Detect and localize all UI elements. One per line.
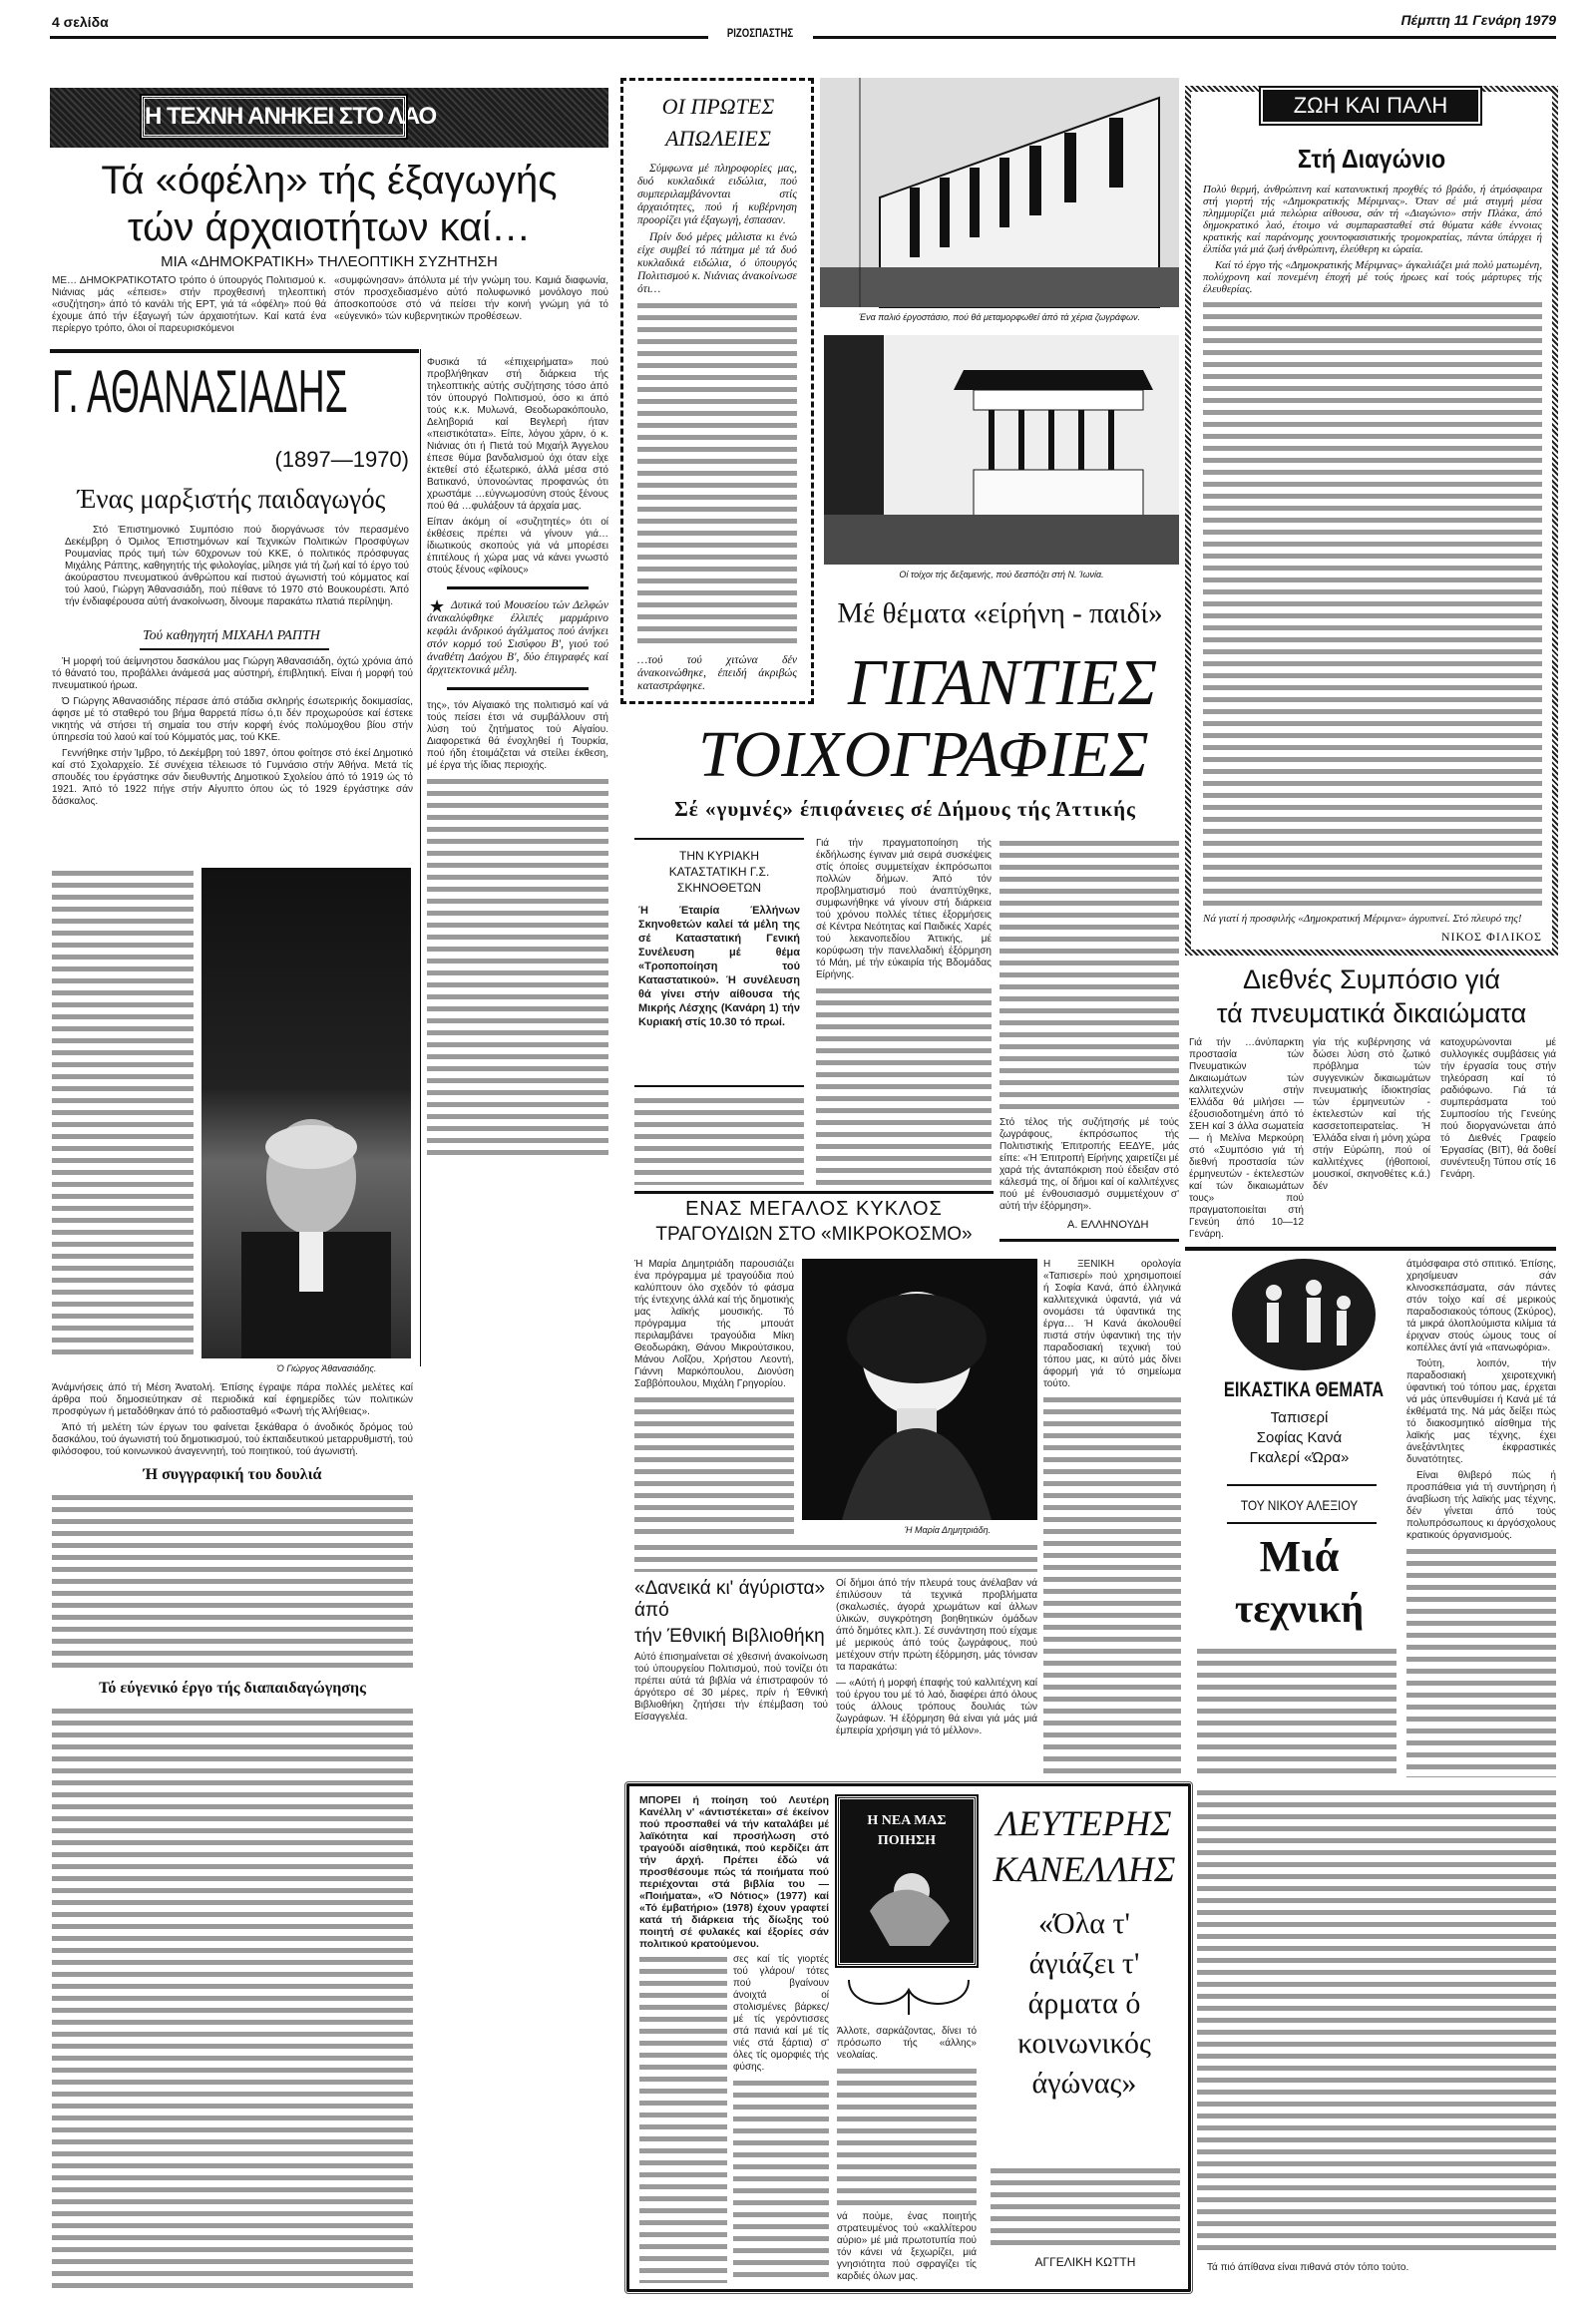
headline: ΤΟΙΧΟΓΡΑΦΙΕΣ (698, 718, 1149, 791)
poetry-stamp (837, 1796, 977, 1966)
text-column: Η ΞΕΝΙΚΗ ορολογία «Ταπισερί» πού χρησιμοποιεί ή Σοφία Κανά, άπό έλληνικά καλλιτεχνικά ύφαντά, γιά νά ονομάσει τά ύφαντικά της έργα… Ή Κανά άκολουθεί πιστά στήν ύφαντική της τήν παραδοσιακή τεχνική τού τόπου μας, κι αύτό μάς δίνει άφορμή γιά τό σημείωμα τούτο. (1043, 1259, 1181, 1389)
header-rule (813, 36, 1556, 39)
text-block (733, 2078, 829, 2283)
headline: τών άρχαιοτήτων καί… (127, 205, 532, 249)
paragraph: …τού τού χιτώνα δέν άνακοινώθηκε, έπειδή άκριβώς καταστράφηκε. (637, 654, 797, 692)
headline: ΓΙΓΑΝΤΙΕΣ (848, 646, 1158, 719)
section-banner (50, 88, 608, 148)
poetry-subcolumn (733, 1954, 829, 2283)
masthead: ΡΙΖΟΣΠΑΣΤΗΣ (726, 26, 794, 40)
divider (1227, 1522, 1377, 1524)
text-column: νά πούμε, ένας ποιητής στρατευμένος τού «καλλίτερου αύριο» μέ μιά πρωτοτυπία πού τόν κάνει νά ξεχωρίζει, μιά γνησιότητα πού σφραγίζει τίς καρδιές όλων μας. (837, 2211, 977, 2282)
years: (1897—1970) (274, 447, 409, 472)
poet-name: ΚΑΝΕΛΛΗΣ (993, 1849, 1176, 1889)
headline: τήν Έθνική Βιβλιοθήκη (634, 1626, 825, 1647)
text-block (52, 868, 194, 1361)
cherub-icon (840, 1851, 974, 1951)
paragraph: Πολύ θερμή, άνθρώπινη καί κατανυκτική προχθές τό βράδυ, ή άτμόσφαιρα στή γιορτή τής «Δημοκρατικής Μέριμνας». Όταν σέ μιά στιγμή μέσα πλημμυρίζει μιά πελώρια αίθουσα, σάν τή «Διαγώνιο» στήν Πλάκα, άπό δημοκρατικό λαό, έτοιμο νά συμπαρασταθεί στά θύματα κάθε έννοιας κρατικής καί παράνομης χουντοφασιστικής τρομοκρατίας, πάντα ύπάρχει ή έλπίδα γιά μιά ζωή άνθρώπινη, έλεύθερη κι ώραία. (1203, 184, 1542, 255)
photo-caption: Ένα παλιό έργοστάσιο, πού θά μεταμορφωθεί άπό τά χέρια ζωγράφων. (859, 312, 1140, 322)
banner-label: Η ΤΕΧΝΗ ΑΝΗΚΕΙ ΣΤΟ ΛΑΟ (142, 96, 406, 138)
news-brief-wrap (427, 596, 608, 677)
text-block (634, 1095, 804, 1185)
signature: ΝΙΚΟΣ ΦΙΛΙΚΟΣ (1440, 930, 1542, 944)
poetry-box (626, 1783, 1191, 2292)
text-column: Άλλοτε, σαρκάζοντας, δίνει τό πρόσωπο τής «άλλης» νεολαίας. (837, 2026, 977, 2061)
portrait-photo (201, 868, 411, 1358)
text-block (634, 1394, 794, 1536)
kicker: Μέ θέματα «είρήνη - παιδί» (837, 597, 1163, 629)
text-column: — «Αύτή ή μορφή έπαφής τού καλλιτέχνη καί τού έργου του μέ τό λαό, διαφέρει άπό όλους τούς άλλους τρόπους δουλιάς τών ζωγράφων. Ή έξόρμηση θά είναι γιά μάς μιά έμπειρία χρήσιμη γιά τό μέλλον». (836, 1678, 1037, 1736)
headline: Διεθνές Συμπόσιο γιά (1242, 964, 1501, 994)
divider (50, 349, 419, 353)
closing-line: Τά πιό άπίθανα είναι πιθανά στόν τόπο τούτο. (1207, 2262, 1409, 2273)
headline: ΕΝΑΣ ΜΕΓΑΛΟΣ ΚΥΚΛΟΣ (685, 1198, 943, 1220)
article-column (836, 1578, 1037, 1777)
paragraph: Καί τό έργο τής «Δημοκρατικής Μέριμνας» άγκαλιάζει μιά πολύ ματωμένη, πολύχρονη καί πονεμένη έποχή μέ τούς ήρωες καί τούς μάρτυρες τής έλευθερίας. (1203, 259, 1542, 295)
intro: ΜΠΟΡΕΙ ή ποίηση τού Λευτέρη Κανέλλη ν' «άντιστέκεται» σέ έκείνον πού προσπαθεί νά τήν καταλάβει μέ λαϊκότητα καί προσήλωση στό τραγούδι αίσθητικά, πού κερδίζει άπ τήν άρχή. Πρέπει έδώ νά προσθέσουμε πώς τά ποιήματα πού περιέχονται στά βιβλία του — «Ποιήματα», «Ό Νότιος» (1977) καί «Τό έμβατήριο» (1978) έχουν γραφτεί κατά τή διάρκεια τής δίωξης τού ποιητή σέ φυλακές καί έξορίες σάν πολιτικού κρατούμενου. (639, 1794, 829, 1950)
meeting-box (634, 838, 804, 1087)
reservoir-photo (824, 335, 1179, 565)
headline: Τά «όφέλη» τής έξαγωγής (101, 159, 558, 202)
factory-photo (820, 78, 1179, 307)
text-column: Γιά τήν …άνύπαρκτη προστασία τών Πνευματικών Δικαιωμάτων τών καλλιτεχνών στήν Έλλάδα θά μιλήσει —έξουσιοδοτημένη άπό τό ΣΕΗ καί 3 άλλα σωματεία— ή Μελίνα Μερκούρη στό «Συμπόσιο γιά τή διεθνή προστασία τών έρμηνευτών - έκτελεστών καί τών δικαιωμάτων τους» πού πραγματοποιείται στή Γενεύη άπό 10—12 Γενάρη. (1189, 1037, 1304, 1240)
paragraph: Άπό τή μελέτη τών έργων του φαίνεται ξεκάθαρα ό άνοδικός δρόμος τού δασκάλου, τού άγωνιστή τού δημοτικισμού, τού έκπαιδευτικού μεταρρυθμιστή, τού φιλόσοφου, τού κοινωνικού άναγεννητή, τού ποιητικού, τού άγωνιστή. (52, 1422, 413, 1457)
headline: τά πνευματικά δικαιώματα (1216, 998, 1527, 1028)
section-subhead: Τό εύγενικό έργο τής διαπαιδαγώγησης (99, 1680, 366, 1697)
star-icon: ★ (429, 596, 446, 616)
paragraph: Σύμφωνα μέ πληροφορίες μας, δυό κυκλαδικά ειδώλια, πού συμπεριλαμβάνονται στίς άρχαιότητες, πού ή κυβέρνηση προορίζει γιά έξαγωγή, έσπασαν. (637, 163, 797, 226)
paragraph: Γεννήθηκε στήν Ίμβρο, τό Δεκέμβρη τού 1897, όπου φοίτησε στό έκεί Δημοτικό καί στό Σχολαρχείο. Σέ συνέχεια τέλειωσε τό Γυμνάσιο στήν Άθήνα. Μετά τίς σπουδές του έργάστηκε σάν διευθυντής Δημοτικού Σχολείου άπό τό 1919 ώς τό 1921. Άπό τό 1922 πήγε στήν Αίγυπτο όπου ώς τό 1929 έργάστηκε σάν δάσκαλος. (52, 748, 413, 807)
poem-title: «Όλα τ' άγιάζει τ' άρματα ό κοινωνικός άγώνας» (1017, 1907, 1151, 2100)
section-logo (1219, 1253, 1389, 1402)
sidebar-column (427, 357, 608, 1157)
article-column (52, 1382, 413, 2292)
signature: ΑΓΓΕΛΙΚΗ ΚΩΤΤΗ (1034, 2255, 1136, 2269)
exhibit-line: Σοφίας Κανά (1256, 1429, 1343, 1446)
paragraph: Ή Έταιρία Έλλήνων Σκηνοθετών καλεί τά μέλη της σέ Καταστατική Γενική Συνέλευση μέ θέμα «Τροποποίηση τού Καταστατικού». Ή συνέλευση θά γίνει στήν αίθουσα τής Μικρής Λέσχης (Κανάρη 1) τήν Κυριακή στίς 10.30 τό πρωί. (638, 905, 800, 1028)
text-block (816, 985, 992, 1185)
photo-caption: Οί τοίχοι τής δεξαμενής, πού δεσπόζει στή Ν. Ίωνία. (899, 570, 1104, 579)
signature: Α. ΕΛΛΗΝΟΥΔΗ (1067, 1219, 1149, 1231)
article-title: Μιά (1259, 1532, 1340, 1581)
poet-name: ΛΕΥΤΕΡΗΣ (997, 1803, 1172, 1843)
singer-photo (802, 1259, 1037, 1520)
text-column: Στό τέλος τής συζήτησής μέ τούς ζωγράφους, έκπρόσωπος τής Πολιτιστικής Έπιτροπής ΕΕΔΥΕ, μάς είπε: «Ή Έπιτροπή Είρήνης χαιρετίζει μέ χαρά τής άνταπόκριση πού έδειξαν στό κάλεσμά της, οί δήμοι καί οί καλλιτέχνες πού μέ ένθουσιασμό συμμετέχουν σ' αύτή τήν έξόρμηση». (999, 1117, 1179, 1212)
page-number: 4 σελίδα (52, 14, 109, 30)
text-block (837, 2066, 977, 2207)
article-title: τεχνική (1234, 1586, 1365, 1631)
text-column: Φυσικά τά «έπιχειρήματα» πού προβλήθηκαν στή διάρκεια τής τηλεοπτικής αύτής συζήτησης τόσο άπό τόν ύπουργό Πολιτισμού, όσο κι άπό τούς κ.κ. Μυλωνά, Θεοδωρακόπουλο, Δεληβοριά καί Βεγλερή ήταν «πειστικότατα». Είπε, λόγου χάριν, ό κ. Νιάνιας ότι ή Πιετά τού Μιχαήλ Άγγελου έπεσε θύμα βανδαλισμού όχι όταν είχε έκτεθεί στό έξωτερικό, άλλά μέσα στό Βατικανό, ύπονοώντας προφανώς ότι χρωστάμε …εύγνωμοσύνη στούς ξένους πού θά …φυλάξουν τά άρχαία μας. (427, 357, 608, 512)
text-block (639, 1954, 727, 2283)
article-column (1406, 1259, 1556, 1777)
article-column (816, 838, 992, 1185)
text-block (999, 838, 1179, 1113)
box-title: ΟΙ ΠΡΩΤΕΣ ΑΠΩΛΕΙΕΣ (661, 94, 775, 151)
paragraph: Άνάμνήσεις άπό τή Μέση Άνατολή. Έπίσης έγραψε πάρα πολλές μελέτες καί άρθρα πού δημοσιεύτηκαν σέ περιοδικά καί έφημερίδες τών πολιτικών προσφύγων ή μεταδόθηκαν άπό τό ραδιοσταθμό «Φωνή τής Άλήθειας». (52, 1382, 413, 1417)
headline: «Δανεικά κι' άγύριστα» άπό (634, 1578, 826, 1621)
exhibit-line: Ταπισερί (1270, 1409, 1329, 1426)
byline: Τού καθηγητή ΜΙΧΑΗΛ ΡΑΠΤΗ (143, 628, 320, 643)
closing-line: Νά γιατί ή προσφιλής «Δημοκρατική Μέριμνα» άγρυπνεί. Στό πλευρό της! (1203, 913, 1522, 925)
singer-image (802, 1259, 1037, 1520)
ornament-icon (839, 1970, 979, 2020)
article-column (1043, 1259, 1181, 1775)
text-column: Γιά τήν πραγματοποίηση τής έκδήλωσης έγιναν μιά σειρά συσκέψεις στίς όποίες συμμετείχαν έκπρόσωποι πολλών δήμων. Άπό τόν προβληματισμό πού άναπτύχθηκε, συμφωνήθηκε νά γίνουν στή διάρκεια τού χρόνου πολλές τέτιες έξορμήσεις σέ Κέντρα Νεότητας καί Παιδικές Χαρές τού λεκανοπεδίου Άττικής, μέ κορύφωση τήν πανελλαδική έξόρμηση τό Μάη, μέ τήν εύκαιρία τής Βδομάδας Είρήνης. (816, 838, 992, 980)
text-column: «συμφώνησαν» άπόλυτα μέ τήν γνώμη του. Καμιά διαφωνία, στόν προσχεδιασμένο αύτό πολυφωνικό μονόλογο πού άποσκοπούσε στό νά πείσει τήν κοινή γνώμη γιά τό «εύγενικό» τών κυβερνητικών προθέσεων. (334, 275, 608, 322)
article-title: Γ. ΑΘΑΝΑΣΙΑΔΗΣ (52, 358, 348, 425)
text-block (991, 2165, 1180, 2245)
box-column (637, 163, 797, 693)
text-block (1197, 1787, 1556, 2256)
section-banner: ΖΩΗ ΚΑΙ ΠΑΛΗ (1261, 88, 1480, 124)
paragraph: Πρίν δυό μέρες μάλιστα κι ένώ είχε συμβεί τό πάτημα μέ τά δυό κυκλαδικά ειδώλια, ό ύπουργός Πολιτισμού κ. Νιάνιας άνακοίνωσε ότι… (637, 231, 798, 295)
text-column: ΜΕ… ΔΗΜΟΚΡΑΤΙΚΟΤΑΤΟ τρόπο ό ύπουργός Πολιτισμού κ. Νιάνιας μάς «έπεισε» στήν προχθεσινή τηλεοπτική «συζήτηση» άπό τό κανάλι τής ΕΡΤ, γιά τά «όφέλη» πού θά έχουμε άπό τήν έξαγωγή τών άρχαιοτήτων. Καί κατά ένα περίεργο τρόπο, όλοι οί παρευρισκόμενοι (52, 275, 326, 334)
portrait-image (201, 868, 411, 1358)
divider (999, 1239, 1179, 1242)
library-article (634, 1578, 828, 1777)
logo-text: ΕΙΚΑΣΤΙΚΑ ΘΕΜΑΤΑ (1223, 1378, 1385, 1401)
poetry-column (639, 1794, 829, 2283)
text-block (1043, 1394, 1181, 1775)
photo-caption: Ή Μαρία Δημητριάδη. (904, 1525, 992, 1535)
divider (1227, 1484, 1377, 1486)
article-column (999, 838, 1179, 1213)
subhead: Σέ «γυμνές» έπιφάνειες σέ Δήμους τής Άττικής (674, 797, 1136, 821)
text-column: της», τόν Αίγαιακό της πολιτισμό καί νά τούς πείσει έτσι νά συμβάλλουν στή λύση τού ζητήματος τού Αίγαίου. Διαφορετικά θά ένοχληθεί ή Τουρκία, πού ήδη έτοιμάζεται νά στείλει έκθεση, μέ έργα τής ίδιας περιοχής. (427, 700, 608, 771)
text-block (427, 776, 608, 1157)
paragraph: Ή μορφή τού άείμνηστου δασκάλου μας Γιώργη Άθανασιάδη, όχτώ χρόνια άπό τό θάνατό του, προβάλλει άνάμεσά μας αύστηρή, έπιβλητική. Είναι ή μορφή τού πνευματικού ήρωα. (52, 656, 413, 691)
text-block (634, 1542, 1037, 1572)
text-column: Ή Μαρία Δημητριάδη παρουσιάζει ένα πρόγραμμα μέ τραγούδια πού καλύπτουν όλο σχεδόν τό φάσμα τής έντεχνης άλλά καί τής δημοτικής μας λαϊκής μουσικής. Τό πρόγραμμα τής μπουάτ περιλαμβάνει τραγούδια Μίκη Θεοδωράκη, Θάνου Μικρούτσικου, Μάνου Λοΐζου, Χρήστου Λεοντή, Γιάννη Μαρκόπουλου, Διονύση Σαββόπουλου, Μιχάλη Γρηγορίου. (634, 1259, 794, 1389)
news-brief: Δυτικά τού Μουσείου τών Δελφών άνακαλύφθηκε έλλιπές μαρμάρινο κεφάλι άνδρικού άγάλματος πού άνήκει στόν κορμό τού Σισύφου Β', γιού τού άναθέτη Δαόχου Β', δύο έπιγραφές καί άρχιτεκτονικά μέλη. (427, 599, 608, 676)
text-column: γία τής κυβέρνησης νά δώσει λύση στό ζωτικό πρόβλημα τών συγγενικών δικαιωμάτων πνευματικής ίδιοκτησίας τών έρμηνευτών - έκτελεστών καί τής κασσετοπειρατείας. Ή Έλλάδα είναι ή μόνη χώρα στήν Εύρώπη, πού οί καλλιτέχνες (ήθοποιοί, μουσικοί, σκηνοθέτες κ.ά.) δέν (1313, 1037, 1430, 1192)
text-column: Είναι θλιβερό πώς ή προσπάθεια γιά τή συντήρηση ή άναβίωση τής λαϊκής μας τέχνης, δέν γίνεται άπό τούς πολυπρόσωπους κι άργόσχολους κρατικούς όργανισμούς. (1406, 1470, 1556, 1541)
text-block (1406, 1546, 1556, 1777)
text-block (637, 300, 797, 650)
exhibit-line: Γκαλερί «Ώρα» (1249, 1449, 1350, 1466)
text-column: κατοχυρώνονται μέ συλλογικές συμβάσεις γιά τήν έργασία τους στήν τηλεόραση καί τό ραδιόφωνο. Γιά τά συμπεράσματα τού Συμποσίου τής Γενεύης πού διοργανώνεται άπό τό Διεθνές Γραφείο Έργασίας (BIT), θά δοθεί συνέντευξη Τύπου στίς 16 Γενάρη. (1440, 1037, 1556, 1180)
text-block (1197, 1646, 1396, 1775)
intro: Στό Έπιστημονικό Συμπόσιο πού διοργάνωσε τόν περασμένο Δεκέμβρη ό Όμιλος Έπιστημόνων καί Τεχνικών Πολιτικών Προσφύγων Ρουμανίας πρός τιμή τών 60χρονων τού ΚΚΕ, ό πολιτικός πρόσφυγας Μιχάλης Ράπτης, καθηγητής τής φιλολογίας, μίλησε γιά τή ζωή καί τό έργο τού άκούραστου πνευματικού άνθρώπου καί πιστού άγωνιστή τού κόμματος καί τού λαού, Γιώργη Άθανασιάδη, πού πέθανε τό 1970 στό Βουκουρέστι. Άπό τήν ένδιαφέρουσα αύτή άνακοίνωση, δίνουμε παρακάτω πλατιά περίληψη. (65, 525, 409, 607)
illustration-icon (1219, 1253, 1389, 1372)
text-block (52, 1492, 413, 1672)
divider (447, 687, 589, 690)
divider (420, 349, 421, 1366)
header-rule (50, 36, 708, 39)
factory-image (820, 78, 1179, 307)
photo-caption: Ό Γιώργος Άθανασιάδης. (276, 1363, 377, 1373)
text-column: Τούτη, λοιπόν, τήν παραδοσιακή χειροτεχνική ύφαντική τού τόπου μας, έρχεται νά μάς ύπενθυμίσει ή Κανά μέ τά έκθέματά της. Νά μάς δείξει πώς τό διακοσμητικό αίσθημα τής λαϊκής μας τέχνης, έχει άνεξάντλητες έκφραστικές δυνατότητες. (1406, 1358, 1556, 1465)
text-column: σες καί τίς γιορτές τού γλάρου/ τότες πού βγαίνουν άνοιχτά οί στολισμένες βάρκες/ μέ τίς γερόντισσες στά πανιά καί μέ τίς νιές στά ξάρτια) σ' όλες τίς ομορφιές τής φύσης. (733, 1954, 829, 2073)
text-column: Είπαν άκόμη οί «συζητητές» ότι οί έκθέσεις πρέπει νά γίνουν γιά… ίδιωτικούς σκοπούς γιά νά μπορέσει έπιτέλους ή χώρα μας νά κάνει γνωστό στούς ξένους «φίλους» (427, 517, 608, 576)
text-column: άτμόσφαιρα στό σπιτικό. Έπίσης, χρησίμευαν σάν κλινοσκεπάσματα, σάν πάντες στόν τοίχο καί σέ μερικούς παραδοσιακούς τόπους (Σκύρος), τά μικρά όλοπλούμιστα κιλίμια τά έριχναν στούς ώμους τους οί κοπέλλες άντί γιά «πανωφόρια». (1406, 1259, 1556, 1353)
box-title: ΤΗΝ ΚΥΡΙΑΚΗ ΚΑΤΑΣΤΑΤΙΚΗ Γ.Σ. ΣΚΗΝΟΘΕΤΩΝ (668, 849, 770, 895)
divider (140, 648, 329, 650)
boxed-item (620, 78, 814, 704)
stamp-text: Η ΝΕΑ ΜΑΣ ΠΟΙΗΣΗ (867, 1813, 947, 1848)
poetry-subcolumns (639, 1954, 829, 2283)
paragraph: Αύτό έπισημαίνεται σέ χθεσινή άνακοίνωση τού ύπουργείου Πολιτισμού, πού τονίζει ότι πρέπει αύτά τά βιβλία νά έπιστραφούν τό άργότερο σέ 30 μέρες, πρίν ή Έθνική Βιβλιοθήκη ζητήσει τήν έπέμβαση τού Είσαγγελέα. (634, 1652, 828, 1723)
column-box (1185, 86, 1558, 956)
article-column (634, 1259, 794, 1536)
text-column: Οί δήμοι άπό τήν πλευρά τους άνέλαβαν νά έπιλύσουν τά τεχνικά προβλήματα (σκαλωσιές, άγορά χρωμάτων καί άλλων ύλικών, συγκρότηση βοηθητικών όμάδων άπό δημότες κλπ.). Σέ συνάντηση πού είχαμε μέ μερικούς άπό τούς ζωγράφους, πού μετέχουν στήν πρώτη έξόρμηση, μάς τόνισαν τα παρακάτω: (836, 1578, 1037, 1673)
column-title: Στή Διαγώνιο (1297, 144, 1446, 174)
column-body (1203, 184, 1542, 944)
byline: ΤΟΥ ΝΙΚΟΥ ΑΛΕΞΙΟΥ (1240, 1497, 1359, 1513)
text-block (52, 1706, 413, 2292)
article-subtitle: Ένας μαρξιστής παιδαγωγός (77, 484, 386, 514)
paragraph: Ό Γιώργης Άθανασιάδης πέρασε άπό στάδια σκληρής έσωτερικής δοκιμασίας, άφησε μέ τό σταθερό του βήμα θαρρετά πίσω ό,τι δέν προχωρούσε καί έστεκε νικητής νά στήσει τή σημαία του στήν κορφή ένός πολύμοχθου βίου στήν ύπηρεσία τού λαού καί τού Κόμματός μας, τού ΚΚΕ. (52, 696, 413, 743)
section-subhead: Ή συγγραφική του δουλιά (143, 1466, 322, 1483)
divider (447, 586, 589, 589)
divider (1185, 1247, 1556, 1251)
divider (634, 1191, 994, 1194)
text-block (1203, 299, 1542, 909)
reservoir-image (824, 335, 1179, 565)
article-column (52, 656, 413, 862)
subhead: ΜΙΑ «ΔΗΜΟΚΡΑΤΙΚΗ» ΤΗΛΕΟΠΤΙΚΗ ΣΥΖΗΤΗΣΗ (161, 253, 498, 270)
headline: ΤΡΑΓΟΥΔΙΩΝ ΣΤΟ «ΜΙΚΡΟΚΟΣΜΟ» (655, 1224, 973, 1245)
issue-date: Πέμπτη 11 Γενάρη 1979 (1400, 12, 1556, 28)
poetry-column (837, 2026, 977, 2283)
